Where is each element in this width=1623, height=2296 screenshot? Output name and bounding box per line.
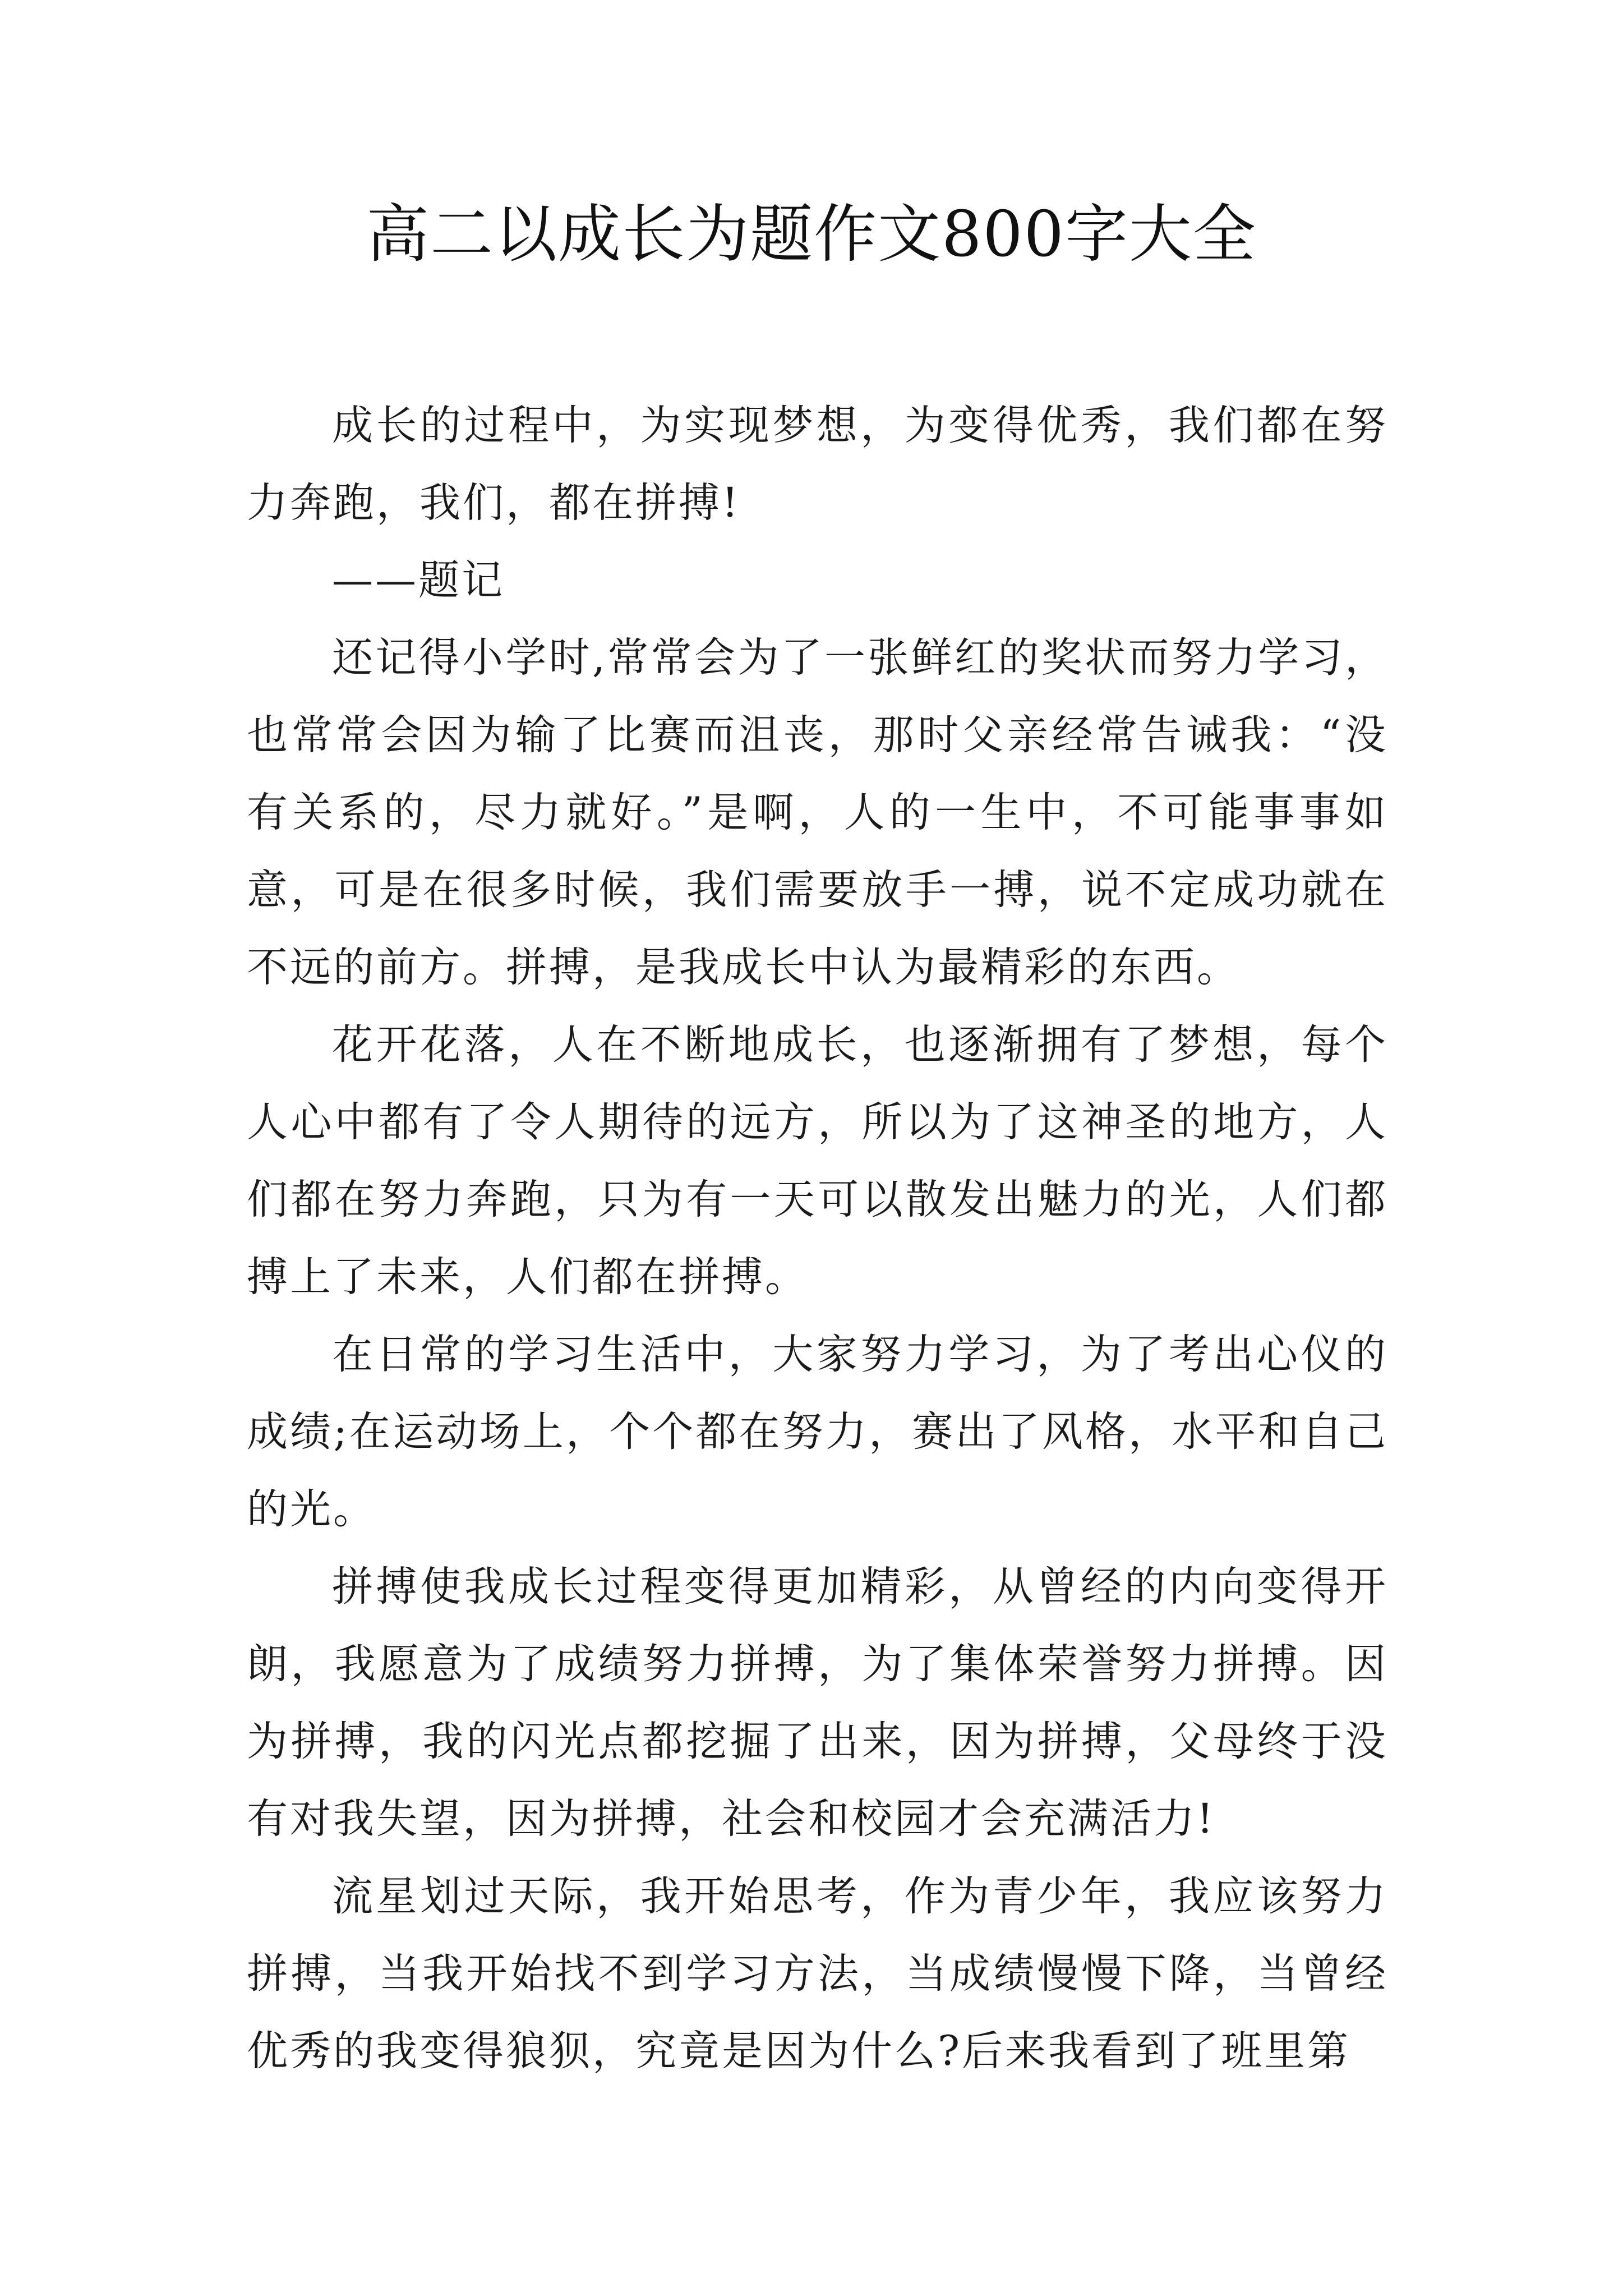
paragraph: 花开花落，人在不断地成长，也逐渐拥有了梦想，每个人心中都有了令人期待的远方，所以为了这神圣的地方，人们都在努力奔跑，只为有一天可以散发出魅力的光，人们都搏上了未来，人们都在拼搏。	[247, 1021, 1388, 1301]
paragraph: 还记得小学时,常常会为了一张鲜红的奖状而努力学习，也常常会因为输了比赛而沮丧，那时父亲经常告诫我：“没有关系的，尽力就好。”是啊，人的一生中，不可能事事如意，可是在很多时候，我们需要放手一搏，说不定成功就在不远的前方。拼搏，是我成长中认为最精彩的东西。	[247, 634, 1388, 991]
document-title: 高二以成长为题作文800字大全	[366, 198, 1257, 271]
paragraph: 拼搏使我成长过程变得更加精彩，从曾经的内向变得开朗，我愿意为了成绩努力拼搏，为了集体荣誉努力拼搏。因为拼搏，我的闪光点都挖掘了出来，因为拼搏，父母终于没有对我失望，因为拼搏，社会和校园才会充满活力!	[247, 1563, 1388, 1843]
paragraph: 流星划过天际，我开始思考，作为青少年，我应该努力拼搏，当我开始找不到学习方法，当成绩慢慢下降，当曾经优秀的我变得狼狈，究竟是因为什么?后来我看到了班里第	[247, 1872, 1388, 2075]
paragraph: 在日常的学习生活中，大家努力学习，为了考出心仪的成绩;在运动场上，个个都在努力，赛出了风格，水平和自己的光。	[247, 1331, 1388, 1533]
document-body	[247, 387, 1388, 2090]
paragraph-epigraph: 成长的过程中，为实现梦想，为变得优秀，我们都在努力奔跑，我们，都在拼搏!	[247, 402, 1388, 527]
paragraph-epigraph-attribution: ——题记	[332, 556, 505, 604]
